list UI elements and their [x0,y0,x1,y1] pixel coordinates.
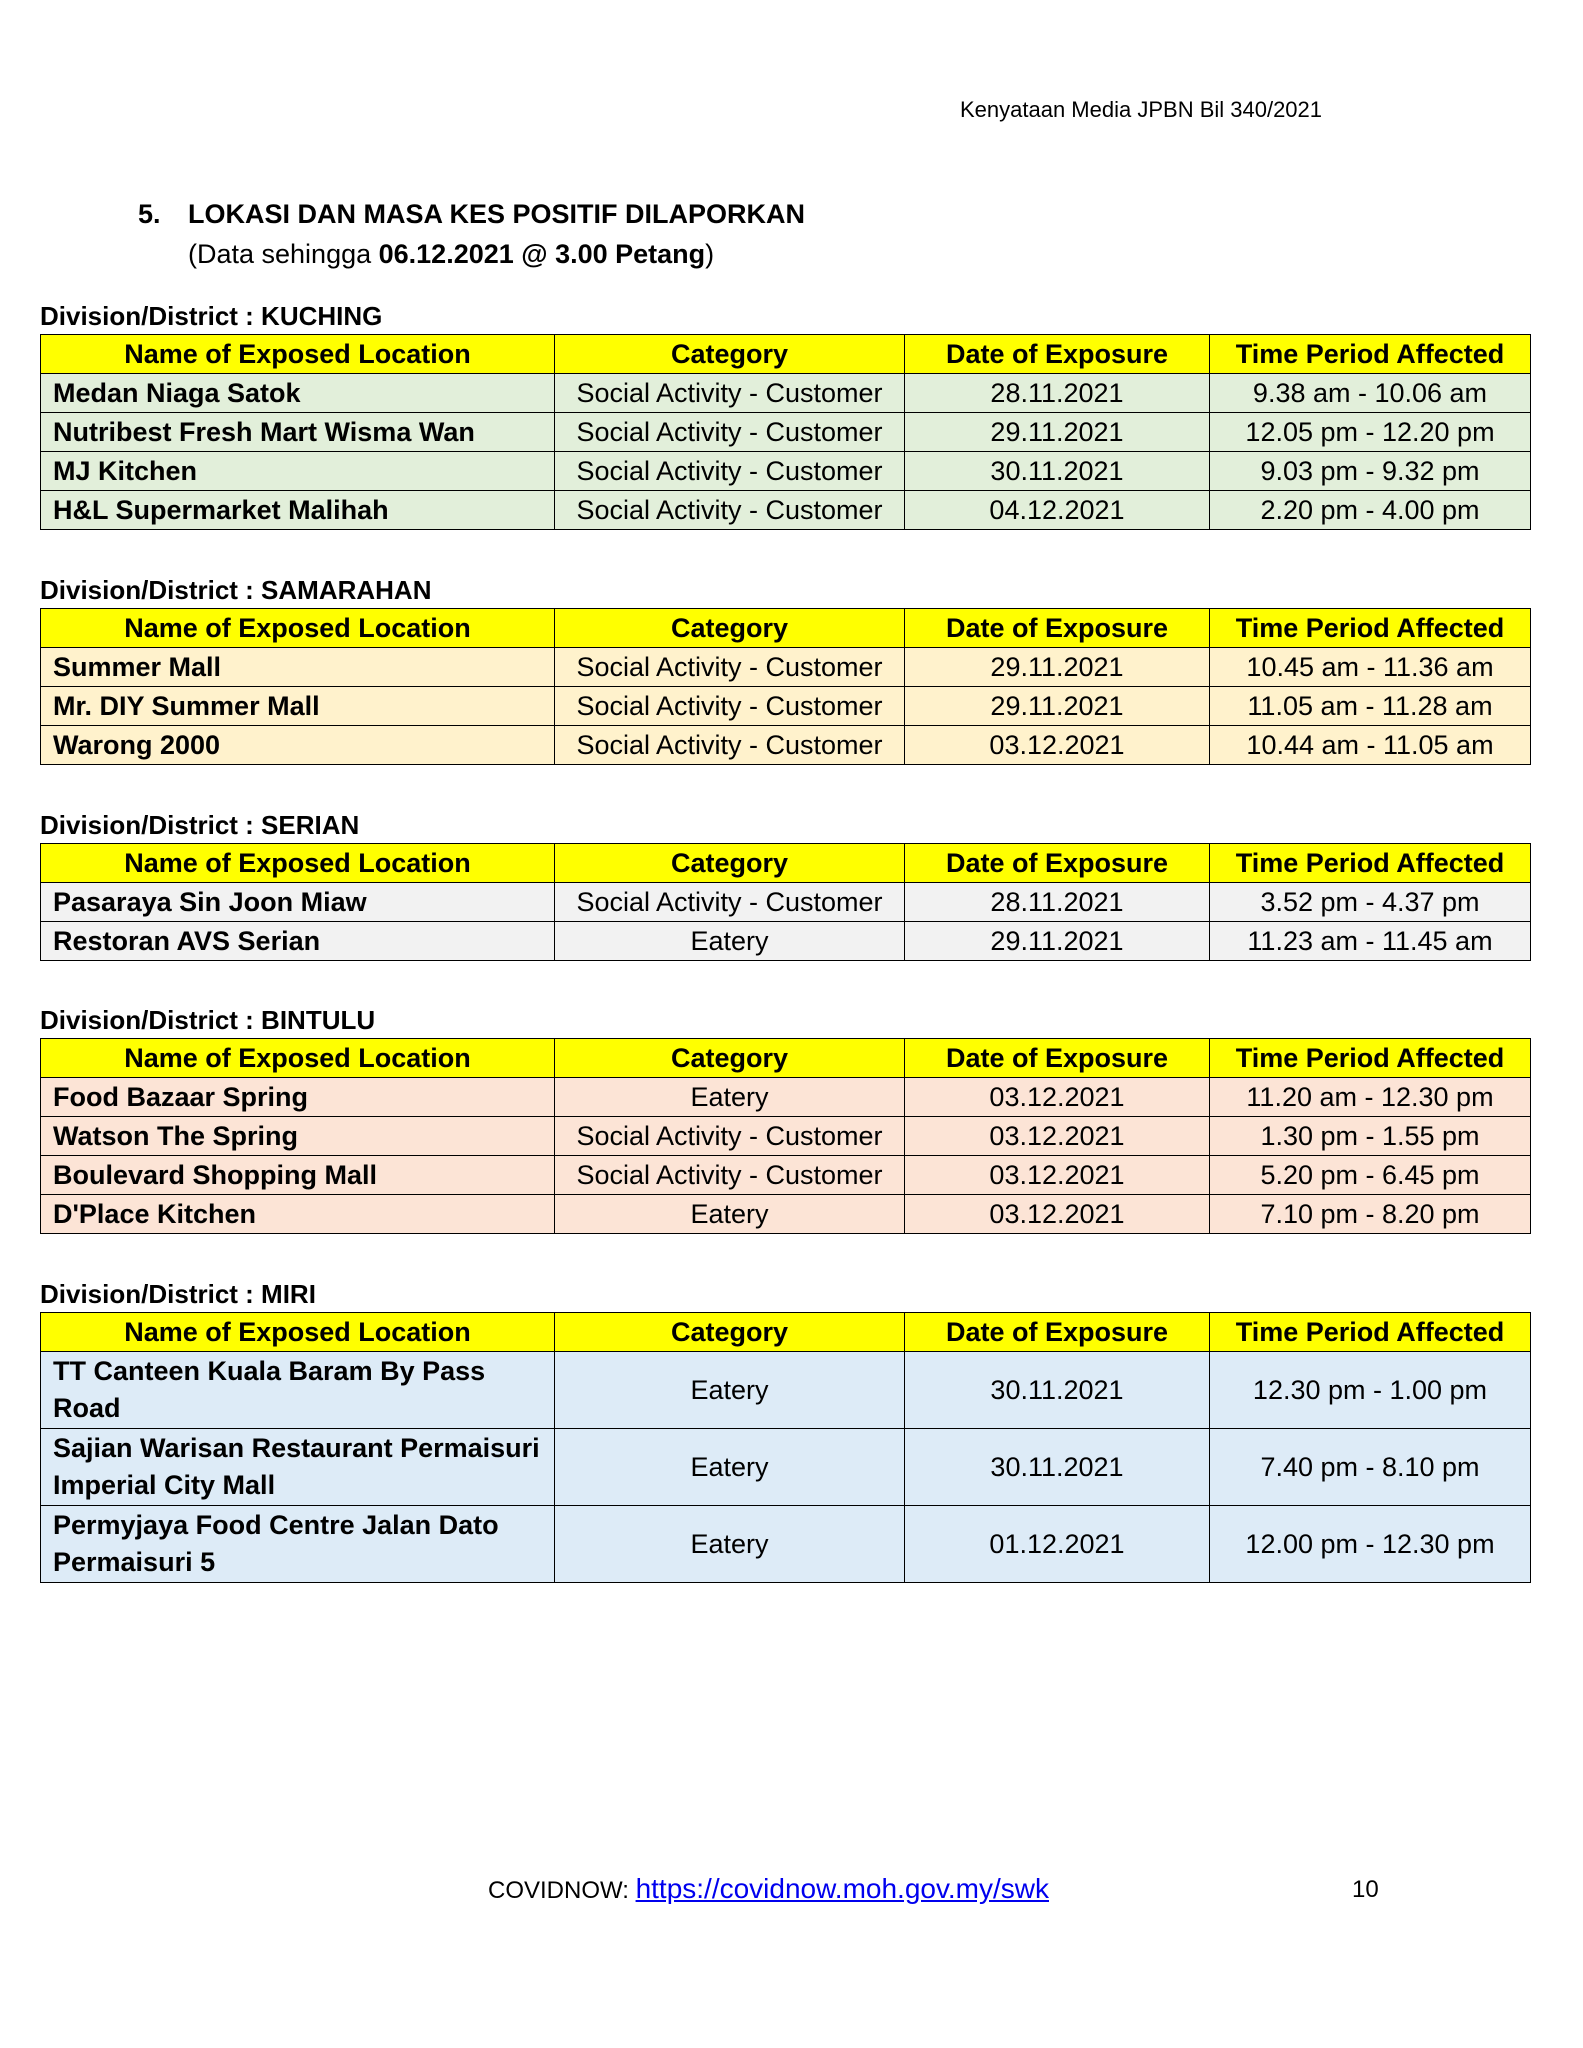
category: Eatery [555,922,905,961]
exposure-date: 04.12.2021 [905,491,1210,530]
time-period: 7.40 pm - 8.10 pm [1210,1429,1531,1506]
district-label: Division/District : BINTULU [40,1005,376,1035]
category: Social Activity - Customer [555,1117,905,1156]
location-name: Boulevard Shopping Mall [41,1156,555,1195]
time-period: 2.20 pm - 4.00 pm [1210,491,1531,530]
header-category: Category [555,1039,905,1078]
table-row [41,1506,1531,1583]
location-name: Restoran AVS Serian [41,922,555,961]
time-period: 9.03 pm - 9.32 pm [1210,452,1531,491]
header-location: Name of Exposed Location [41,335,555,374]
table-row [41,922,1531,961]
exposure-date: 30.11.2021 [905,1352,1210,1429]
section-title: LOKASI DAN MASA KES POSITIF DILAPORKAN [188,199,806,229]
district-label: Division/District : SERIAN [40,810,360,840]
district-label: Division/District : KUCHING [40,301,383,331]
header-date: Date of Exposure [905,609,1210,648]
table-header-row [41,335,1531,374]
table-row [41,1117,1531,1156]
header-time: Time Period Affected [1210,1039,1531,1078]
page-number: 10 [1352,1876,1379,1903]
time-period: 10.45 am - 11.36 am [1210,648,1531,687]
header-location: Name of Exposed Location [41,1313,555,1352]
header-time: Time Period Affected [1210,1313,1531,1352]
exposure-table-samarahan [40,608,1531,765]
table-row [41,413,1531,452]
header-location: Name of Exposed Location [41,844,555,883]
header-category: Category [555,335,905,374]
exposure-date: 28.11.2021 [905,374,1210,413]
exposure-table-serian [40,843,1531,961]
header-category: Category [555,609,905,648]
time-period: 12.30 pm - 1.00 pm [1210,1352,1531,1429]
district-label: Division/District : SAMARAHAN [40,575,432,605]
location-name: H&L Supermarket Malihah [41,491,555,530]
header-location: Name of Exposed Location [41,609,555,648]
location-name: Permyjaya Food Centre Jalan Dato Permaisuri 5 [41,1506,555,1583]
location-name: Medan Niaga Satok [41,374,555,413]
exposure-date: 03.12.2021 [905,1117,1210,1156]
location-name: Watson The Spring [41,1117,555,1156]
table-row [41,491,1531,530]
time-period: 7.10 pm - 8.20 pm [1210,1195,1531,1234]
district-serian [40,807,1530,961]
category: Social Activity - Customer [555,687,905,726]
exposure-date: 03.12.2021 [905,726,1210,765]
time-period: 9.38 am - 10.06 am [1210,374,1531,413]
table-header-row [41,609,1531,648]
exposure-date: 28.11.2021 [905,883,1210,922]
time-period: 12.05 pm - 12.20 pm [1210,413,1531,452]
category: Eatery [555,1429,905,1506]
category: Social Activity - Customer [555,648,905,687]
table-row [41,648,1531,687]
district-samarahan [40,572,1530,765]
district-kuching [40,298,1530,530]
category: Social Activity - Customer [555,413,905,452]
header-date: Date of Exposure [905,844,1210,883]
table-row [41,1429,1531,1506]
category: Social Activity - Customer [555,491,905,530]
time-period: 3.52 pm - 4.37 pm [1210,883,1531,922]
header-time: Time Period Affected [1210,844,1531,883]
location-name: MJ Kitchen [41,452,555,491]
exposure-table-kuching [40,334,1531,530]
time-period: 10.44 am - 11.05 am [1210,726,1531,765]
exposure-date: 01.12.2021 [905,1506,1210,1583]
category: Eatery [555,1506,905,1583]
exposure-date: 29.11.2021 [905,413,1210,452]
document-reference: Kenyataan Media JPBN Bil 340/2021 [960,97,1323,122]
exposure-date: 30.11.2021 [905,1429,1210,1506]
footer [488,1873,1049,1905]
section-number: 5. [138,199,161,229]
exposure-date: 29.11.2021 [905,648,1210,687]
district-miri [40,1276,1530,1583]
category: Eatery [555,1352,905,1429]
header-time: Time Period Affected [1210,335,1531,374]
time-period: 5.20 pm - 6.45 pm [1210,1156,1531,1195]
location-name: TT Canteen Kuala Baram By Pass Road [41,1352,555,1429]
category: Social Activity - Customer [555,1156,905,1195]
header-time: Time Period Affected [1210,609,1531,648]
exposure-date: 29.11.2021 [905,922,1210,961]
exposure-date: 03.12.2021 [905,1156,1210,1195]
district-bintulu [40,1002,1530,1234]
table-row [41,883,1531,922]
category: Social Activity - Customer [555,726,905,765]
header-location: Name of Exposed Location [41,1039,555,1078]
exposure-date: 03.12.2021 [905,1078,1210,1117]
header-category: Category [555,844,905,883]
category: Eatery [555,1078,905,1117]
category: Eatery [555,1195,905,1234]
data-cutoff: 06.12.2021 @ 3.00 Petang [378,239,706,269]
footer-prefix: COVIDNOW: [488,1877,636,1904]
time-period: 11.05 am - 11.28 am [1210,687,1531,726]
district-label: Division/District : MIRI [40,1279,316,1309]
location-name: Sajian Warisan Restaurant Permaisuri Imperial City Mall [41,1429,555,1506]
table-row [41,1195,1531,1234]
category: Social Activity - Customer [555,374,905,413]
table-header-row [41,844,1531,883]
table-row [41,374,1531,413]
category: Social Activity - Customer [555,883,905,922]
header-category: Category [555,1313,905,1352]
exposure-date: 30.11.2021 [905,452,1210,491]
table-row [41,726,1531,765]
header-date: Date of Exposure [905,335,1210,374]
location-name: Nutribest Fresh Mart Wisma Wan [41,413,555,452]
exposure-table-miri [40,1312,1531,1583]
header-date: Date of Exposure [905,1039,1210,1078]
table-header-row [41,1039,1531,1078]
location-name: Food Bazaar Spring [41,1078,555,1117]
time-period: 12.00 pm - 12.30 pm [1210,1506,1531,1583]
category: Social Activity - Customer [555,452,905,491]
table-header-row [41,1313,1531,1352]
exposure-date: 29.11.2021 [905,687,1210,726]
time-period: 11.23 am - 11.45 am [1210,922,1531,961]
time-period: 1.30 pm - 1.55 pm [1210,1117,1531,1156]
exposure-date: 03.12.2021 [905,1195,1210,1234]
section-heading [138,194,805,274]
location-name: Warong 2000 [41,726,555,765]
time-period: 11.20 am - 12.30 pm [1210,1078,1531,1117]
location-name: D'Place Kitchen [41,1195,555,1234]
section-subtitle: (Data sehingga 06.12.2021 @ 3.00 Petang) [188,239,715,269]
table-row [41,452,1531,491]
location-name: Pasaraya Sin Joon Miaw [41,883,555,922]
header-date: Date of Exposure [905,1313,1210,1352]
table-row [41,1156,1531,1195]
table-row [41,1352,1531,1429]
location-name: Mr. DIY Summer Mall [41,687,555,726]
table-row [41,1078,1531,1117]
covidnow-link[interactable]: https://covidnow.moh.gov.my/swk [635,1873,1049,1904]
table-row [41,687,1531,726]
location-name: Summer Mall [41,648,555,687]
exposure-table-bintulu [40,1038,1531,1234]
